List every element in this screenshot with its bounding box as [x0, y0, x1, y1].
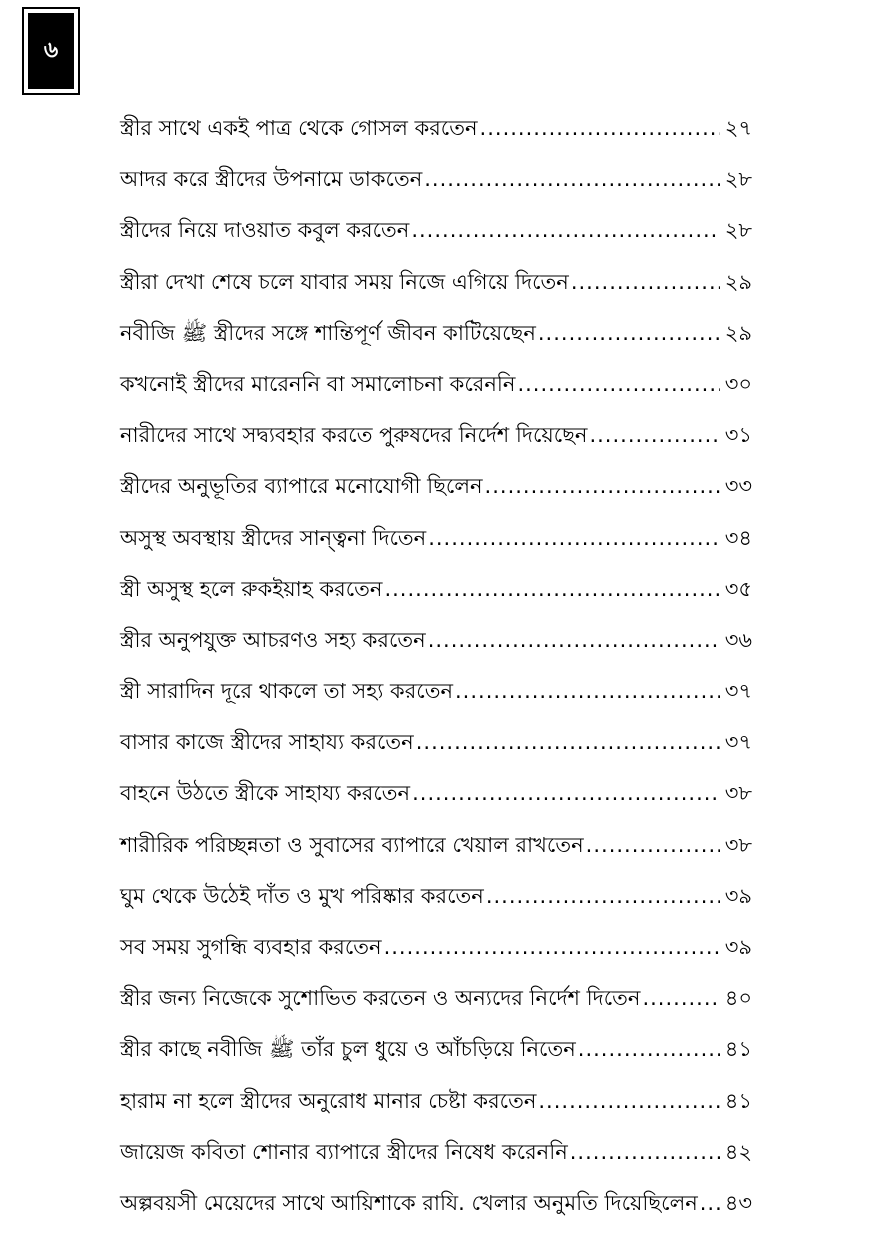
- toc-entry: [120, 666, 752, 717]
- toc-entry: [120, 410, 752, 461]
- dot-leader: [642, 973, 720, 1024]
- toc-entry-page-number: ৪১: [724, 1037, 752, 1062]
- toc-entry-title: বাহনে উঠতে স্ত্রীকে সাহায্য করতেন: [120, 781, 411, 806]
- toc-entry: [120, 103, 752, 154]
- toc-entry-page-number: ২৮: [724, 167, 752, 192]
- dot-leader: [538, 1076, 720, 1127]
- toc-entry: [120, 308, 752, 359]
- toc-entry-page-number: ৩৮: [724, 781, 752, 806]
- toc-entry-title: জায়েজ কবিতা শোনার ব্যাপারে স্ত্রীদের নিষেধ করেননি: [120, 1139, 568, 1164]
- dot-leader: [411, 205, 720, 256]
- toc-entry-page-number: ২৯: [724, 269, 752, 294]
- toc-entry-title: স্ত্রীরা দেখা শেষে চলে যাবার সময় নিজে এগিয়ে দিতেন: [120, 269, 569, 294]
- dot-leader: [480, 103, 720, 154]
- dot-leader: [412, 768, 720, 819]
- toc-entry: [120, 257, 752, 308]
- toc-entry-title: নবীজি ﷺ স্ত্রীদের সঙ্গে শান্তিপূর্ণ জীবন কাটিয়েছেন: [120, 320, 536, 345]
- toc-entry: [120, 973, 752, 1024]
- toc-entry-page-number: ৪১: [724, 1088, 752, 1113]
- toc-entry-title: স্ত্রী সারাদিন দূরে থাকলে তা সহ্য করতেন: [120, 679, 453, 704]
- dot-leader: [485, 461, 720, 512]
- toc-entry-title: সব সময় সুগন্ধি ব্যবহার করতেন: [120, 935, 382, 959]
- toc-entry-page-number: ৩০: [724, 371, 752, 396]
- toc-entry-page-number: ৪২: [724, 1139, 752, 1164]
- toc-entry-title: বাসার কাজে স্ত্রীদের সাহায্য করতেন: [120, 730, 414, 755]
- toc-entry-title: স্ত্রীদের নিয়ে দাওয়াত কবুল করতেন: [120, 218, 410, 243]
- toc-entry: [120, 871, 752, 922]
- dot-leader: [589, 410, 720, 461]
- dot-leader: [570, 1127, 720, 1178]
- toc-entry: [120, 768, 752, 819]
- dot-leader: [455, 666, 720, 717]
- toc-entry-title: অসুস্থ অবস্থায় স্ত্রীদের সান্ত্বনা দিতেন: [120, 525, 427, 550]
- toc-entry-title: শারীরিক পরিচ্ছন্নতা ও সুবাসের ব্যাপারে খেয়াল রাখতেন: [120, 832, 584, 857]
- dot-leader: [416, 717, 720, 768]
- toc-entry-page-number: ৪৩: [724, 1190, 752, 1215]
- toc-entry-title: হারাম না হলে স্ত্রীদের অনুরোধ মানার চেষ্টা করতেন: [120, 1088, 537, 1113]
- toc-entry-title: স্ত্রীর সাথে একই পাত্র থেকে গোসল করতেন: [120, 116, 478, 140]
- toc-entry: [120, 820, 752, 871]
- dot-leader: [571, 257, 720, 308]
- toc-entry-title: স্ত্রী অসুস্থ হলে রুকইয়াহ করতেন: [120, 576, 383, 601]
- toc-entry-page-number: ৩৭: [724, 730, 752, 755]
- dot-leader: [424, 154, 720, 205]
- toc-entry-page-number: ৩৫: [724, 576, 752, 601]
- toc-entry-page-number: ৩৯: [724, 883, 752, 908]
- toc-entry: [120, 513, 752, 564]
- dot-leader: [384, 922, 720, 973]
- toc-entry-title: নারীদের সাথে সদ্ব্যবহার করতে পুরুষদের নির্দেশ দিয়েছেন: [120, 423, 588, 448]
- dot-leader: [700, 1178, 720, 1229]
- toc-entry-title: স্ত্রীর অনুপযুক্ত আচরণও সহ্য করতেন: [120, 627, 426, 652]
- toc-entry: [120, 1076, 752, 1127]
- toc-entry: [120, 359, 752, 410]
- toc-entry-page-number: ৩৬: [724, 627, 752, 652]
- dot-leader: [578, 1024, 720, 1075]
- toc-entry: [120, 564, 752, 615]
- toc-entry-page-number: ৪০: [724, 986, 752, 1011]
- toc-entry-page-number: ৩৪: [724, 525, 752, 550]
- toc-entry-title: স্ত্রীদের অনুভূতির ব্যাপারে মনোযোগী ছিলেন: [120, 474, 483, 499]
- dot-leader: [486, 871, 720, 922]
- toc-entry-title: ঘুম থেকে উঠেই দাঁত ও মুখ পরিষ্কার করতেন: [120, 883, 484, 908]
- toc-entry: [120, 1127, 752, 1178]
- toc-entry-page-number: ২৮: [724, 218, 752, 243]
- toc-entry: [120, 1178, 752, 1229]
- toc-entry-title: স্ত্রীর জন্য নিজেকে সুশোভিত করতেন ও অন্যদের নির্দেশ দিতেন: [120, 986, 641, 1011]
- toc-entry-page-number: ৩৩: [724, 474, 752, 499]
- toc-entry-title: অল্পবয়সী মেয়েদের সাথে আয়িশাকে রাযি. খেলার অনুমতি দিয়েছিলেন: [120, 1190, 698, 1215]
- toc-entry: [120, 461, 752, 512]
- toc-entry-page-number: ৩১: [724, 423, 752, 448]
- toc-entry-title: স্ত্রীর কাছে নবীজি ﷺ তাঁর চুল ধুয়ে ও আঁচড়িয়ে নিতেন: [120, 1037, 576, 1062]
- toc-entry-page-number: ২৭: [724, 116, 752, 140]
- toc-entry-page-number: ৩৯: [724, 935, 752, 959]
- toc-entry: [120, 154, 752, 205]
- dot-leader: [428, 615, 720, 666]
- dot-leader: [384, 564, 720, 615]
- page-number-badge: [22, 7, 80, 95]
- toc-entry-title: আদর করে স্ত্রীদের উপনামে ডাকতেন: [120, 167, 423, 192]
- toc-entry: [120, 615, 752, 666]
- toc-entry: [120, 205, 752, 256]
- dot-leader: [538, 308, 720, 359]
- dot-leader: [517, 359, 720, 410]
- toc-entry: [120, 717, 752, 768]
- page-number: ৬: [28, 13, 74, 89]
- toc-entry-page-number: ৩৮: [724, 832, 752, 857]
- toc-entry: [120, 1024, 752, 1075]
- toc-entry-page-number: ৩৭: [724, 679, 752, 704]
- toc-entry-page-number: ২৯: [724, 320, 752, 345]
- dot-leader: [586, 820, 720, 871]
- toc-entry: [120, 922, 752, 973]
- table-of-contents: [120, 103, 752, 1229]
- toc-entry-title: কখনোই স্ত্রীদের মারেননি বা সমালোচনা করেননি: [120, 371, 516, 396]
- dot-leader: [428, 513, 720, 564]
